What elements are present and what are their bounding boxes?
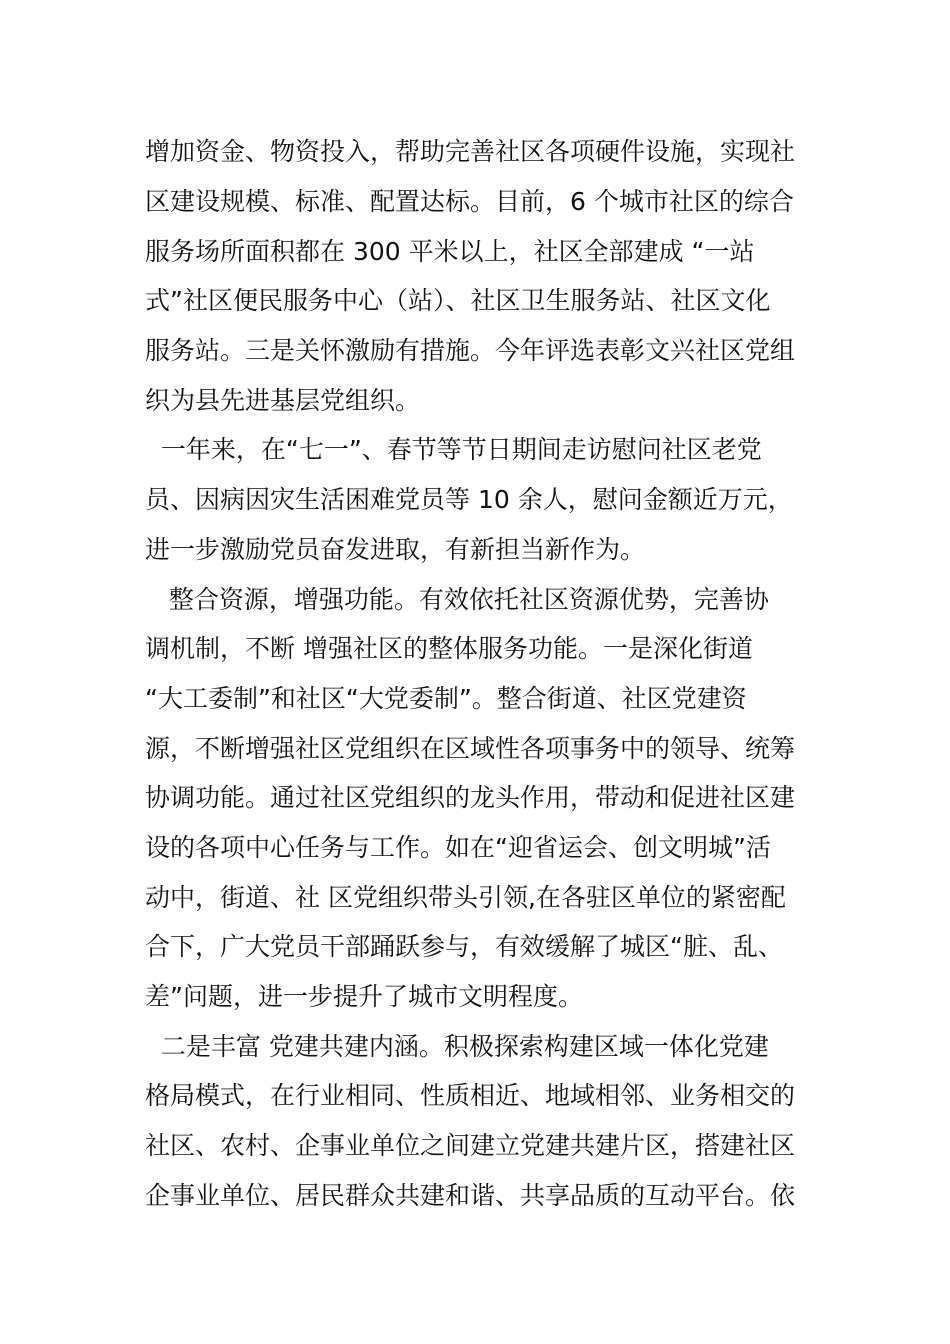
text-line: 差”问题，进一步提升了城市文明程度。	[145, 982, 583, 1011]
text-line: 增加资金、物资投入，帮助完善社区各项硬件设施，实现社	[145, 137, 796, 166]
text-line: 协调功能。通过社区党组织的龙头作用，带动和促进社区建	[145, 783, 796, 812]
text-line: 整合资源，增强功能。有效依托社区资源优势，完善协	[145, 585, 769, 614]
text-line: 服务站。三是关怀激励有措施。今年评选表彰文兴社区党组	[145, 336, 796, 365]
text-line: 二是丰富 党建共建内涵。积极探索构建区域一体化党建	[145, 1032, 769, 1061]
text-line: 合下，广大党员干部踊跃参与，有效缓解了城区“脏、乱、	[145, 932, 783, 961]
text-line: 社区、农村、企事业单位之间建立党建共建片区，搭建社区	[145, 1131, 796, 1160]
text-line: 区建设规模、标准、配置达标。目前，6 个城市社区的综合	[145, 187, 794, 216]
text-line: 织为县先进基层党组织。	[145, 386, 421, 415]
text-line: 动中，街道、社 区党组织带头引领,在各驻区单位的紧密配	[145, 883, 786, 912]
text-line: 一年来，在“七一”、春节等节日期间走访慰问社区老党	[145, 435, 762, 464]
text-line: 服务场所面积都在 300 平米以上，社区全部建成 “一站	[145, 237, 755, 266]
text-line: 源，不断增强社区党组织在区域性各项事务中的领导、统筹	[145, 734, 796, 763]
text-line: 进一步激励党员奋发进取，有新担当新作为。	[145, 535, 646, 564]
text-line: 式”社区便民服务中心（站）、社区卫生服务站、社区文化	[145, 286, 771, 315]
text-line: 格局模式，在行业相同、性质相近、地域相邻、业务相交的	[145, 1081, 796, 1110]
text-line: 调机制，不断 增强社区的整体服务功能。一是深化街道	[145, 634, 753, 663]
text-line: 企事业单位、居民群众共建和谐、共享品质的互动平台。依	[145, 1181, 796, 1210]
text-line: 员、因病因灾生活困难党员等 10 余人，慰问金额近万元，	[145, 485, 793, 514]
text-line: “大工委制”和社区“大党委制”。整合街道、社区党建资	[145, 684, 747, 713]
text-line: 设的各项中心任务与工作。如在“迎省运会、创文明城”活	[145, 833, 771, 862]
